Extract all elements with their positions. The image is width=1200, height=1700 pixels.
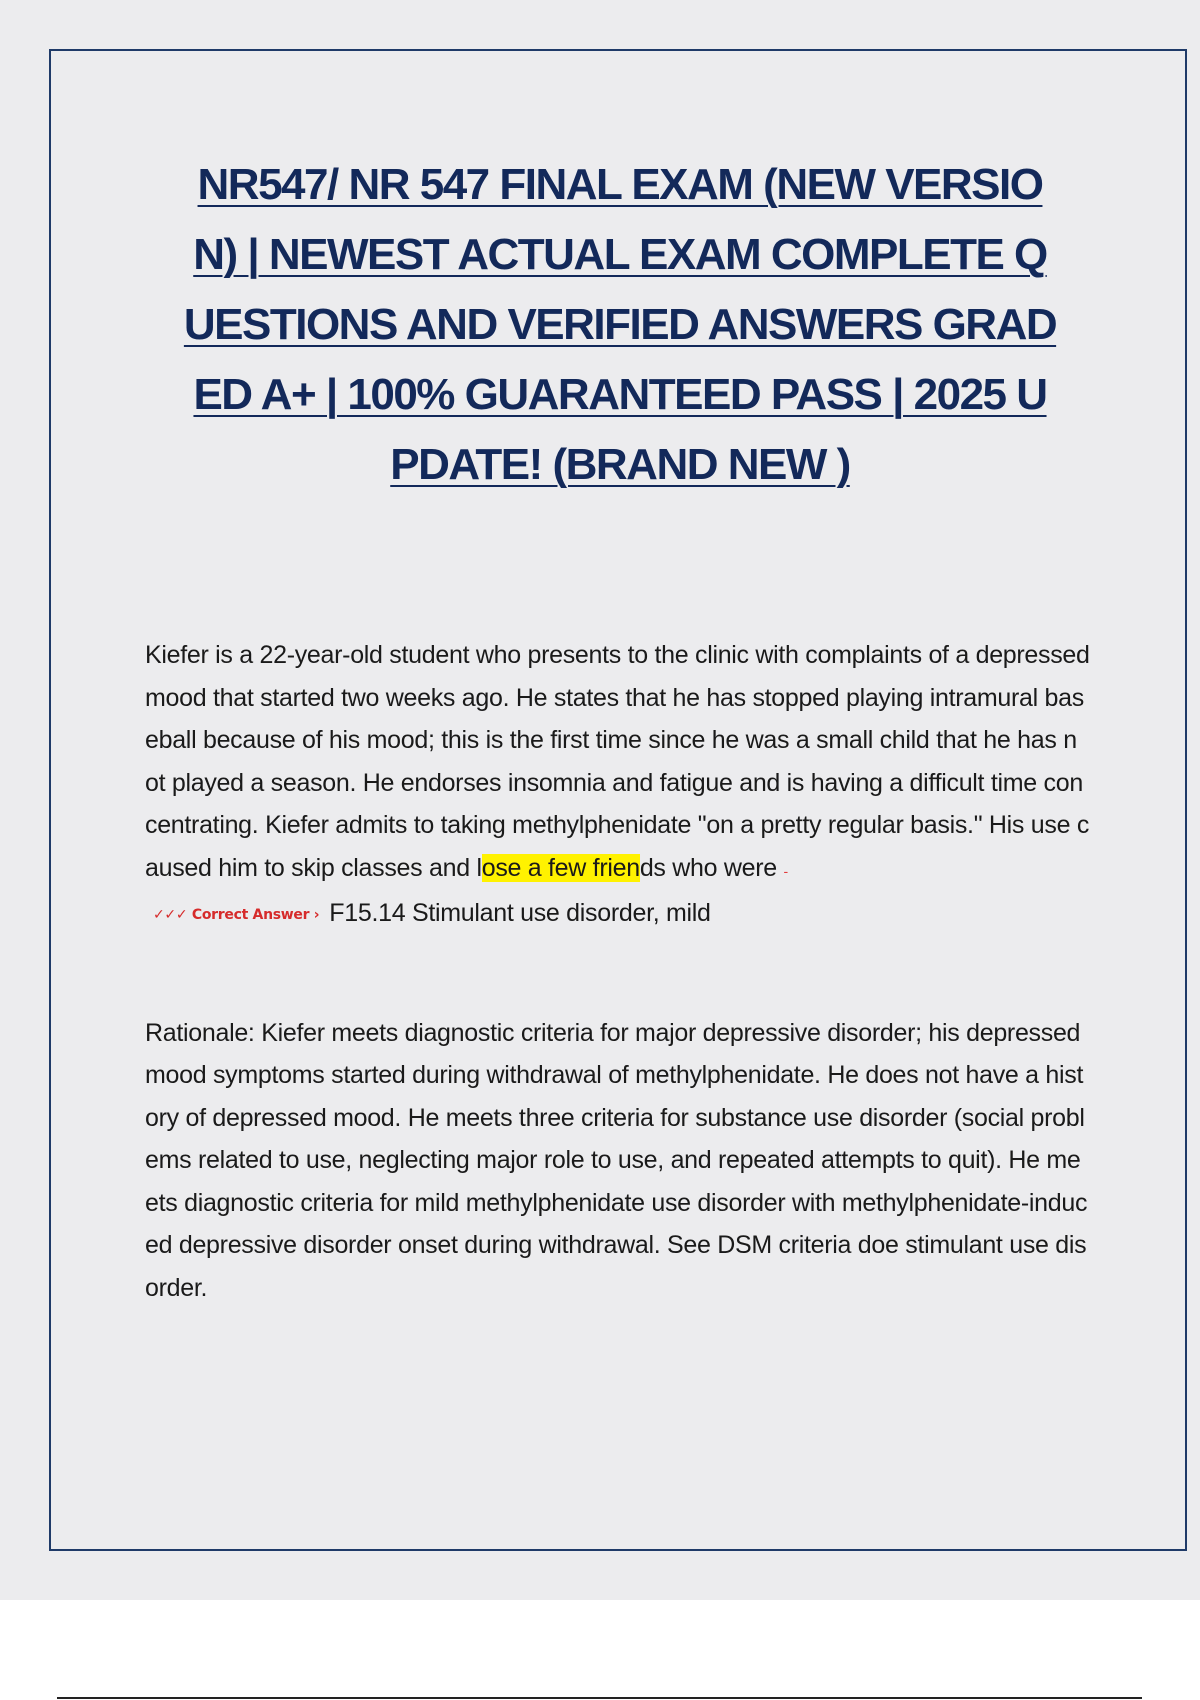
correct-answer-tag xyxy=(153,907,319,923)
question-text-end: ds who were xyxy=(639,853,784,882)
trailing-mark: - xyxy=(783,862,788,879)
footer-rule xyxy=(57,1697,1142,1699)
answer-text: F15.14 Stimulant use disorder, mild xyxy=(329,899,711,927)
correct-answer-label: Correct Answer xyxy=(191,907,310,923)
answer-line xyxy=(145,892,1090,937)
highlighted-text: ose a few frien xyxy=(481,853,640,882)
question-text-start: Kiefer is a 22-year-old student who presents to the clinic with complaints of a depressed mood that started two weeks ago. He states that he has stopped playing intramural baseball because of his mood; this is the first time since he was a small child that he has not played a season. He endorses insomnia and fatigue and is having a difficult time concentrating. Kiefer admits to taking methylphenidate "on a pretty regular basis." His use caused him to skip classes and l xyxy=(145,641,1090,882)
arrow-icon: › xyxy=(313,907,320,923)
section-spacer xyxy=(145,937,1090,1012)
document-body xyxy=(145,634,1090,1309)
check-icon: ✓✓✓ xyxy=(153,907,188,923)
rationale-text: Rationale: Kiefer meets diagnostic criteria for major depressive disorder; his depressed mood symptoms started during withdrawal of methylphenidate. He does not have a history of depressed mood. He meets three criteria for substance use disorder (social problems related to use, neglecting major role to use, and repeated attempts to quit). He meets diagnostic criteria for mild methylphenidate use disorder with methylphenidate-induced depressive disorder onset during withdrawal. See DSM criteria doe stimulant use disorder. xyxy=(145,1018,1088,1302)
question-text xyxy=(145,634,1090,892)
document-title: NR547/ NR 547 FINAL EXAM (NEW VERSION) | NEWEST ACTUAL EXAM COMPLETE QUESTIONS AND VERIFIED ANSWERS GRADED A+ | 100% GUARANTEED PASS | 2025 UPDATE! (BRAND NEW ) xyxy=(183,160,1057,489)
